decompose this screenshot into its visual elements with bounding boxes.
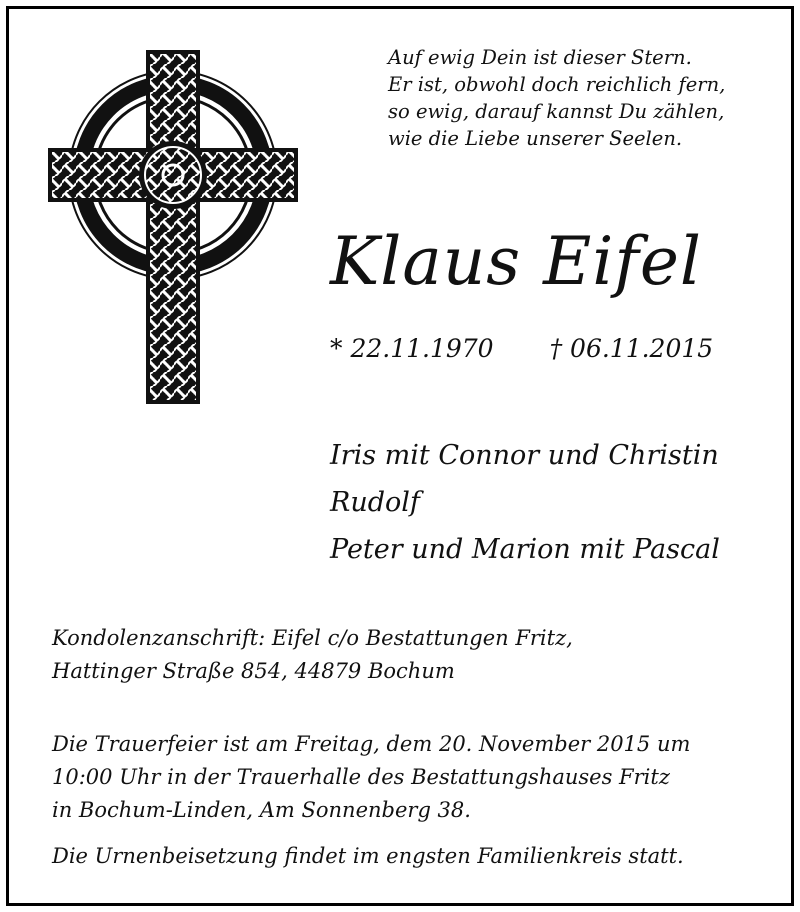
mourner-line: Peter und Marion mit Pascal	[330, 534, 720, 565]
mourner-line: Rudolf	[330, 487, 420, 518]
birth-date: * 22.11.1970	[330, 334, 494, 363]
funeral-service-info	[52, 728, 772, 827]
condolence-address	[52, 622, 772, 688]
urn-burial-note: Die Urnenbeisetzung findet im engsten Familienkreis statt.	[52, 844, 684, 868]
deceased-name: Klaus Eifel	[330, 223, 703, 300]
poem	[388, 44, 778, 152]
condolence-line: Kondolenzanschrift: Eifel c/o Bestattungen Fritz,	[52, 626, 573, 650]
service-line: Die Trauerfeier ist am Freitag, dem 20. November 2015 um	[52, 732, 691, 756]
poem-line: Er ist, obwohl doch reichlich fern,	[388, 73, 726, 96]
poem-line: wie die Liebe unserer Seelen.	[388, 127, 683, 150]
celtic-cross-icon	[48, 50, 298, 405]
poem-line: so ewig, darauf kannst Du zählen,	[388, 100, 725, 123]
mourner-line: Iris mit Connor und Christin	[330, 440, 719, 471]
condolence-line: Hattinger Straße 854, 44879 Bochum	[52, 659, 455, 683]
poem-line: Auf ewig Dein ist dieser Stern.	[388, 46, 692, 69]
service-line: in Bochum-Linden, Am Sonnenberg 38.	[52, 798, 471, 822]
mourners-list	[330, 432, 790, 573]
death-date: † 06.11.2015	[549, 334, 714, 363]
life-dates	[330, 333, 770, 365]
service-line: 10:00 Uhr in der Trauerhalle des Bestattungshauses Fritz	[52, 765, 670, 789]
